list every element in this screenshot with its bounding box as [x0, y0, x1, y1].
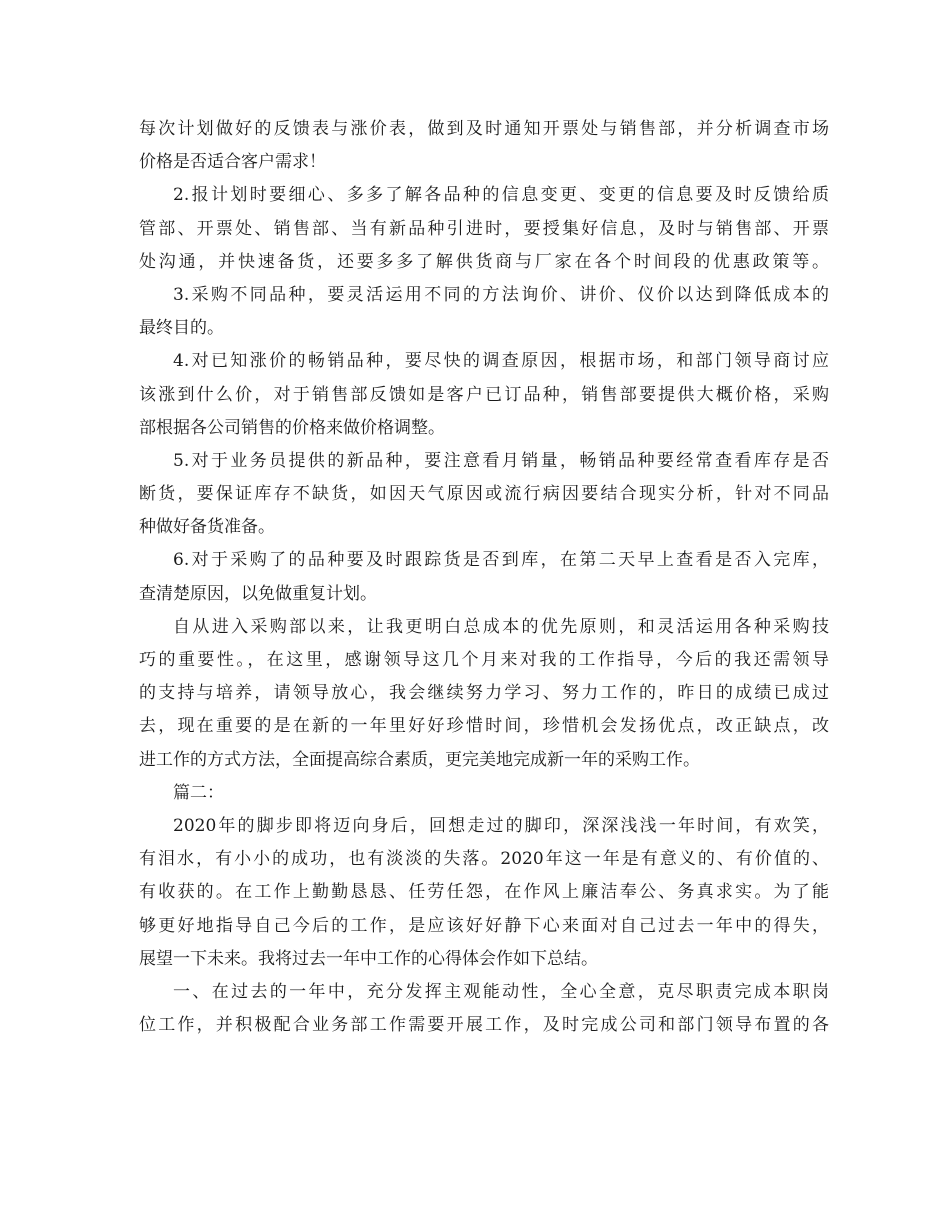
text-line: 4.对已知涨价的畅销品种，要尽快的调查原因，根据市场，和部门领导商讨应	[173, 351, 829, 372]
text-line: 一、在过去的一年中，充分发挥主观能动性，全心全意，克尽职责完成本职岗	[173, 981, 829, 1002]
text-line: 有收获的。在工作上勤勤恳恳、任劳任怨，在作风上廉洁奉公、务真求实。为了能	[139, 882, 829, 903]
text-line: 查清楚原因，以免做重复计划。	[139, 583, 377, 604]
text-line: 价格是否适合客户需求！	[139, 152, 326, 173]
text-line: 有泪水，有小小的成功，也有淡淡的失落。2020年这一年是有意义的、有价值的、	[139, 849, 829, 870]
text-line: 2020年的脚步即将迈向身后，回想走过的脚印，深深浅浅一年时间，有欢笑，	[173, 815, 829, 836]
document-body	[139, 113, 829, 1042]
text-line: 每次计划做好的反馈表与涨价表，做到及时通知开票处与销售部，并分析调查市场	[139, 119, 829, 139]
text-line: 巧的重要性。，在这里，感谢领导这几个月来对我的工作指导，今后的我还需领导	[139, 650, 829, 670]
text-line: 6.对于采购了的品种要及时跟踪货是否到库，在第二天早上查看是否入完库，	[173, 550, 829, 571]
text-line: 最终目的。	[139, 318, 224, 339]
text-line: 2.报计划时要细心、多多了解各品种的信息变更、变更的信息要及时反馈给质	[173, 185, 829, 206]
text-line: 位工作，并积极配合业务部工作需要开展工作，及时完成公司和部门领导布置的各	[139, 1015, 829, 1036]
text-line: 部根据各公司销售的价格来做价格调整。	[139, 417, 445, 438]
text-line: 该涨到什么价，对于销售部反馈如是客户已订品种，销售部要提供大概价格，采购	[139, 384, 829, 405]
text-line: 5.对于业务员提供的新品种，要注意看月销量，畅销品种要经常查看库存是否	[173, 450, 829, 471]
text-line: 3.采购不同品种，要灵活运用不同的方法询价、讲价、仪价以达到降低成本的	[173, 284, 829, 305]
text-line: 进工作的方式方法，全面提高综合素质，更完美地完成新一年的采购工作。	[139, 749, 700, 770]
text-line: 够更好地指导自己今后的工作，是应该好好静下心来面对自己过去一年中的得失，	[139, 915, 829, 936]
text-line: 篇二：	[173, 782, 224, 803]
text-line: 管部、开票处、销售部、当有新品种引进时，要授集好信息，及时与销售部、开票	[139, 218, 829, 239]
text-line: 展望一下未来。我将过去一年中工作的心得体会作如下总结。	[139, 948, 598, 969]
text-line: 处沟通，并快速备货，还要多多了解供货商与厂家在各个时间段的优惠政策等。	[139, 251, 829, 272]
text-line: 去，现在重要的是在新的一年里好好珍惜时间，珍惜机会发扬优点，改正缺点，改	[139, 716, 829, 737]
text-line: 的支持与培养，请领导放心，我会继续努力学习、努力工作的，昨日的成绩已成过	[139, 683, 829, 704]
text-line: 断货，要保证库存不缺货，如因天气原因或流行病因要结合现实分析，针对不同品	[139, 484, 829, 505]
text-line: 种做好备货准备。	[139, 517, 275, 538]
text-line: 自从进入采购部以来，让我更明白总成本的优先原则，和灵活运用各种采购技	[173, 616, 829, 637]
